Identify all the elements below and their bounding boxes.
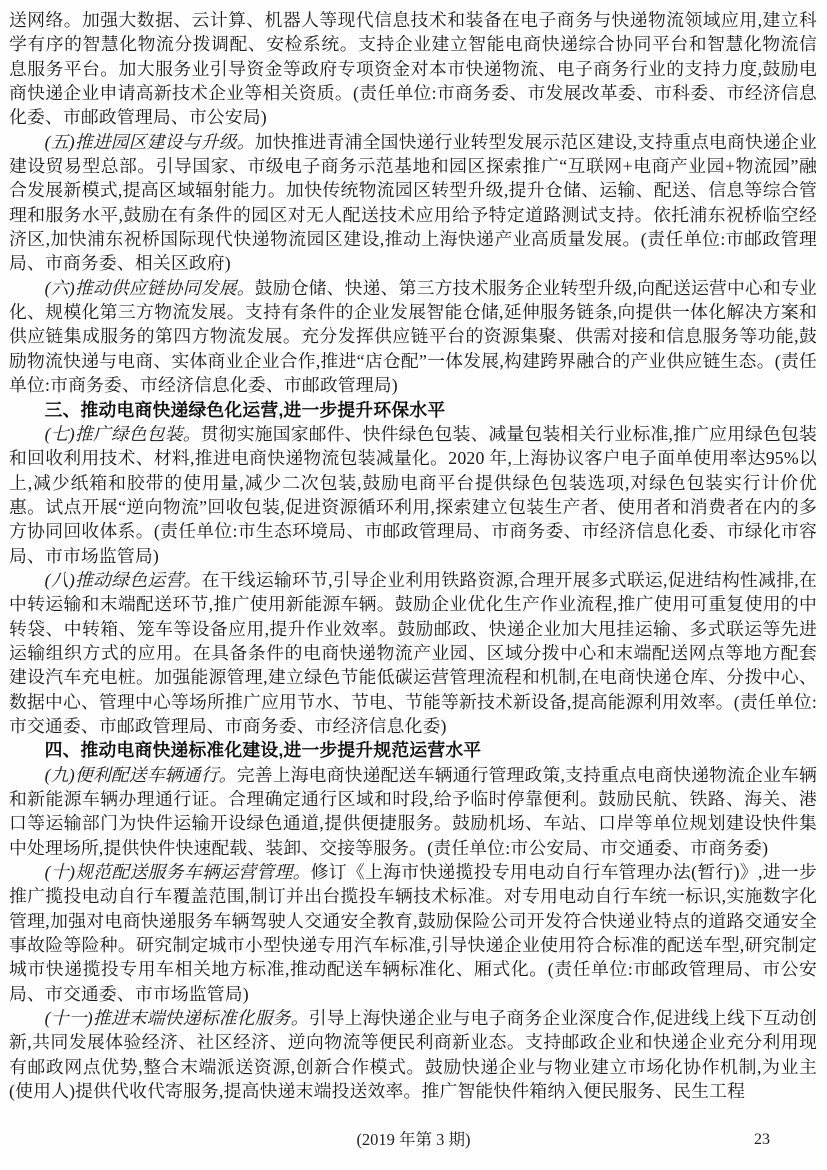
item-lead-label: (九)便利配送车辆通行。: [44, 764, 237, 785]
paragraph-item-5: [9, 130, 817, 276]
item-lead-label: (五)推进园区建设与升级。: [44, 131, 255, 152]
item-lead-label: (六)推动供应链协同发展。: [44, 277, 255, 298]
item-body-text: 贯彻实施国家邮件、快件绿色包装、减量包装相关行业标准,推广应用绿色包装和回收利用技术、材料,推进电商快递物流包装减量化。2020 年,上海协议客户电子面单使用率达95%以上,减少纸箱和胶带的使用量,减少二次包装,鼓励电商平台提供绿色包装选项,对绿色包装实行计价优惠。试点开展“逆向物流”回收包装,促进资源循环利用,探索建立包装生产者、使用者和消费者在内的多方协同回收体系。(责任单位:市生态环境局、市邮政管理局、市商务委、市经济信息化委、市绿化市容局、市市场监管局): [9, 423, 818, 566]
item-body-text: 修订《上海市快递揽投专用电动自行车管理办法(暂行)》,进一步推广揽投电动自行车覆盖范围,制订并出台揽投车辆技术标准。对专用电动自行车统一标识,实施数字化管理,加强对电商快递服务车辆驾驶人交通安全教育,鼓励保险公司开发符合快递业特点的道路交通安全事故险等险种。研究制定城市小型快递专用汽车标准,引导快递企业使用符合标准的配送车型,研究制定城市快递揽投专用车相关地方标准,推动配送车辆标准化、厢式化。(责任单位:市邮政管理局、市公安局、市交通委、市市场监管局): [9, 862, 817, 1004]
item-lead-label: (十一)推进末端快递标准化服务。: [44, 1008, 309, 1029]
paragraph-item-11: [9, 1006, 817, 1103]
page-number: 23: [754, 1131, 770, 1148]
paragraph-item-9: [9, 763, 817, 860]
paragraph-continuation: 送网络。加强大数据、云计算、机器人等现代信息技术和装备在电子商务与快递物流领域应用,建立科学有序的智慧化物流分拨调配、安检系统。支持企业建立智能电商快递综合协同平台和智慧化物流信息服务平台。加大服务业引导资金等政府专项资金对本市快递物流、电子商务行业的支持力度,鼓励电商快递企业申请高新技术企业等相关资质。(责任单位:市商务委、市发展改革委、市科委、市经济信息化委、市邮政管理局、市公安局): [9, 10, 817, 128]
item-body-text: 完善上海电商快递配送车辆通行管理政策,支持重点电商快递物流企业车辆和新能源车辆办理通行证。合理确定通行区域和时段,给予临时停靠便利。鼓励民航、铁路、海关、港口等运输部门为快件运输开设绿色通道,提供便捷服务。鼓励机场、车站、口岸等单位规划建设快件集中处理场所,提供快件快速配载、装卸、交接等服务。(责任单位:市公安局、市交通委、市商务委): [9, 764, 817, 858]
item-lead-label: (七)推广绿色包装。: [44, 423, 201, 444]
document-content: [9, 8, 817, 1103]
item-body-text: 加快推进青浦全国快递行业转型发展示范区建设,支持重点电商快递企业建设贸易型总部。引导国家、市级电子商务示范基地和园区探索推广“互联网+电商产业园+物流园”融合发展新模式,提高区域辐射能力。加快传统物流园区转型升级,提升仓储、运输、配送、信息等综合管理和服务水平,鼓励在有条件的园区对无人配送技术应用给予特定道路测试支持。依托浦东祝桥临空经济区,加快浦东祝桥国际现代快递物流园区建设,推动上海快递产业高质量发展。(责任单位:市邮政管理局、市商务委、相关区政府): [9, 131, 817, 274]
paragraph-item-10: [9, 860, 817, 1006]
paragraph-item-8: [9, 568, 817, 738]
item-body-text: 鼓励仓储、快递、第三方技术服务企业转型升级,向配送运营中心和专业化、规模化第三方物流发展。支持有条件的企业发展智能仓储,延伸服务链条,向提供一体化解决方案和供应链集成服务的第四方物流发展。充分发挥供应链平台的资源集聚、供需对接和信息服务等功能,鼓励物流快递与电商、实体商业企业合作,推进“店仓配”一体发展,构建跨界融合的产业供应链生态。(责任单位:市商务委、市经济信息化委、市邮政管理局): [9, 277, 817, 396]
paragraph-item-6: [9, 276, 817, 398]
item-body-text: 在干线运输环节,引导企业利用铁路资源,合理开展多式联运,促进结构性减排,在中转运输和末端配送环节,推广使用新能源车辆。鼓励企业优化生产作业流程,推广使用可重复使用的中转袋、中转箱、笼车等设备应用,提升作业效率。鼓励邮政、快递企业加大甩挂运输、多式联运等先进运输组织方式的应用。在具备条件的电商快递物流产业园、区域分拨中心和末端配送网点等地方配套建设汽车充电桩。加强能源管理,建立绿色节能低碳运营管理流程和机制,在电商快递仓库、分拨中心、数据中心、管理中心等场所推广应用节水、节电、节能等新技术新设备,提高能源利用效率。(责任单位:市交通委、市邮政管理局、市商务委、市经济信息化委): [9, 569, 818, 736]
section-heading-4: 四、推动电商快递标准化建设,进一步提升规范运营水平: [44, 740, 482, 761]
item-lead-label: (八)推动绿色运营。: [44, 569, 202, 590]
journal-issue-label: (2019 年第 3 期): [356, 1130, 471, 1149]
item-lead-label: (十)规范配送服务车辆运营管理。: [44, 862, 311, 883]
item-body-text: 引导上海快递企业与电子商务企业深度合作,促进线上线下互动创新,共同发展体验经济、社区经济、逆向物流等便民利商新业态。支持邮政企业和快递企业充分利用现有邮政网点优势,整合末端派送资源,创新合作模式。鼓励快递企业与物业建立市场化协作机制,为业主(使用人)提供代收代寄服务,提高快递末端投送效率。推广智能快件箱纳入便民服务、民生工程: [9, 1008, 817, 1102]
section-heading-3: 三、推动电商快递绿色化运营,进一步提升环保水平: [44, 399, 446, 420]
paragraph-item-7: [9, 422, 817, 568]
